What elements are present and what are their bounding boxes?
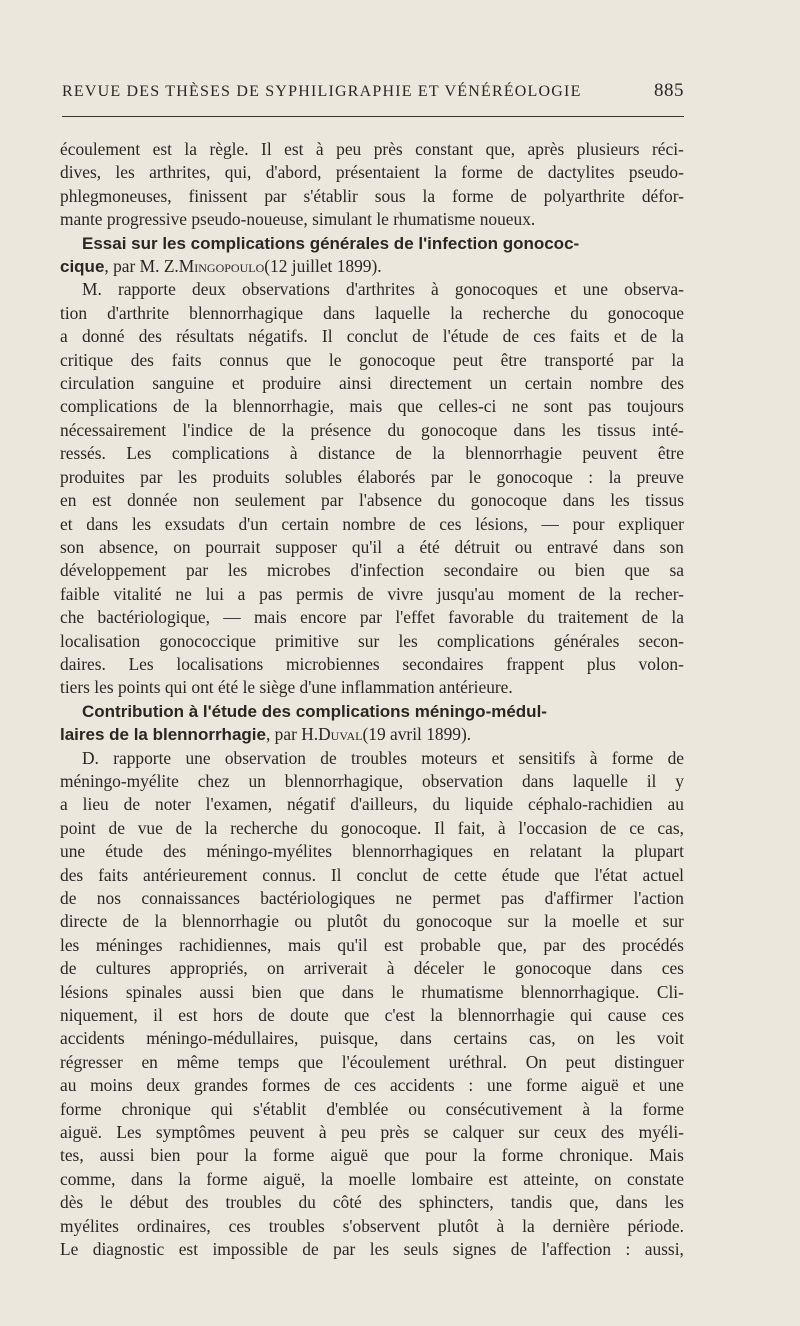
entry-title xyxy=(60,723,684,746)
text-line: dès le début des troubles du côté des sphincters, tandis que, dans les xyxy=(60,1192,684,1213)
text-line: a donné des résultats négatifs. Il conclut de l'étude de ces faits et de la xyxy=(60,326,684,347)
entry-title xyxy=(60,255,684,278)
text-line: en est donnée non seulement par l'absence du gonocoque dans les tissus xyxy=(60,490,684,511)
header-rule xyxy=(62,116,684,117)
text-line: accidents méningo-médullaires, puisque, dans certains cas, on les voit xyxy=(60,1028,684,1049)
text-line: point de vue de la recherche du gonocoque. Il fait, à l'occasion de ce cas, xyxy=(60,817,684,838)
text-line: aiguë. Les symptômes peuvent à peu près se calquer sur ceux des myéli- xyxy=(60,1122,684,1143)
entry-title-text: laires de la blennorrhagie xyxy=(60,725,266,745)
text-line: complications de la blennorrhagie, mais que celles-ci ne sont pas toujours xyxy=(60,396,684,417)
text-line: dives, les arthrites, qui, d'abord, présentaient la forme de dactylites pseudo- xyxy=(60,162,684,183)
text-line: D. rapporte une observation de troubles moteurs et sensitifs à forme de xyxy=(82,747,684,768)
text-line: les méninges rachidiennes, mais qu'il est probable que, par des procédés xyxy=(60,934,684,955)
entry-date: (12 juillet 1899). xyxy=(264,256,382,277)
entry-author: Mingopoulo xyxy=(178,256,265,277)
text-line: Le diagnostic est impossible de par les seuls signes de l'affection : aussi, xyxy=(60,1239,684,1260)
text-line: directe de la blennorrhagie ou plutôt du gonocoque sur la moelle et sur xyxy=(60,911,684,932)
entry-byline: , par H. xyxy=(265,724,319,745)
text-line: des faits antérieurement connus. Il conclut de cette étude que l'état actuel xyxy=(60,864,684,885)
body-text xyxy=(60,138,684,1262)
text-line: tion d'arthrite blennorrhagique dans laquelle la recherche du gonocoque xyxy=(60,302,684,323)
text-line: niquement, il est hors de doute que c'est la blennorrhagie qui cause ces xyxy=(60,1005,684,1026)
running-title: REVUE DES THÈSES DE SYPHILIGRAPHIE ET VÉNÉRÉOLOGIE xyxy=(62,83,582,100)
entry-date: (19 avril 1899). xyxy=(362,724,472,745)
entry-author: Duval xyxy=(318,724,363,745)
text-line: ressés. Les complications à distance de la blennorrhagie peuvent être xyxy=(60,443,684,464)
entry-title-text: Essai sur les complications générales de l'infection gonococ- xyxy=(82,233,580,253)
text-line: faible vitalité ne lui a pas permis de vivre jusqu'au moment de la recher- xyxy=(60,583,684,604)
text-line: tiers les points qui ont été le siège d'une inflammation antérieure. xyxy=(60,677,513,698)
text-line: tes, aussi bien pour la forme aiguë que pour la forme chronique. Mais xyxy=(60,1145,684,1166)
text-line: myélites ordinaires, ces troubles s'observent plutôt à la dernière période. xyxy=(60,1215,684,1236)
running-header xyxy=(62,80,684,110)
text-line: lésions spinales aussi bien que dans le rhumatisme blennorrhagique. Cli- xyxy=(60,981,684,1002)
entry-byline: , par M. Z. xyxy=(104,256,179,277)
text-line: une étude des méningo-myélites blennorrhagiques en relatant la plupart xyxy=(60,841,684,862)
text-line: méningo-myélite chez un blennorrhagique, observation dans laquelle il y xyxy=(60,770,684,791)
text-line: écoulement est la règle. Il est à peu près constant que, après plusieurs réci- xyxy=(60,139,684,159)
text-line: produites par les produits solubles élaborés par le gonocoque : la preuve xyxy=(60,466,684,487)
text-line: circulation sanguine et produire ainsi directement un certain nombre des xyxy=(60,373,684,394)
text-line: développement par les microbes d'infection secondaire ou bien que sa xyxy=(60,560,684,581)
text-line: phlegmoneuses, finissent par s'établir sous la forme de polyarthrite défor- xyxy=(60,185,684,206)
entry-title xyxy=(60,232,684,255)
text-line: mante progressive pseudo-noueuse, simulant le rhumatisme noueux. xyxy=(60,209,536,230)
text-line: comme, dans la forme aiguë, la moelle lombaire est atteinte, on constate xyxy=(60,1168,684,1189)
text-line: de cultures appropriés, on arriverait à déceler le gonocoque dans ces xyxy=(60,958,684,979)
entry-title-text: Contribution à l'étude des complications méningo-médul- xyxy=(82,701,547,721)
text-line: au moins deux grandes formes de ces accidents : une forme aiguë et une xyxy=(60,1075,684,1096)
text-line: daires. Les localisations microbiennes secondaires frappent plus volon- xyxy=(60,653,684,674)
text-line: critique des faits connus que le gonocoque peut être transporté par la xyxy=(60,349,684,370)
text-line: et dans les exsudats d'un certain nombre de ces lésions, — pour expliquer xyxy=(60,513,684,534)
text-line: forme chronique qui s'établit d'emblée ou consécutivement à la forme xyxy=(60,1098,684,1119)
text-line: son absence, on pourrait supposer qu'il a été détruit ou entravé dans son xyxy=(60,536,684,557)
text-line: localisation gonococcique primitive sur les complications générales secon- xyxy=(60,630,684,651)
entry-title-text: cique xyxy=(60,257,105,277)
text-line: régresser en même temps que l'écoulement uréthral. On peut distinguer xyxy=(60,1051,684,1072)
page-number: 885 xyxy=(654,80,684,101)
entry-title xyxy=(60,700,684,723)
text-line: nécessairement l'indice de la présence du gonocoque dans les tissus inté- xyxy=(60,419,684,440)
text-line: che bactériologique, — mais encore par l'effet favorable du traitement de la xyxy=(60,607,684,628)
text-line: a lieu de noter l'examen, négatif d'ailleurs, du liquide céphalo-rachidien au xyxy=(60,794,684,815)
text-line: de nos connaissances bactériologiques ne permet pas d'affirmer l'action xyxy=(60,888,684,908)
text-line: M. rapporte deux observations d'arthrites à gonocoques et une observa- xyxy=(82,279,684,300)
